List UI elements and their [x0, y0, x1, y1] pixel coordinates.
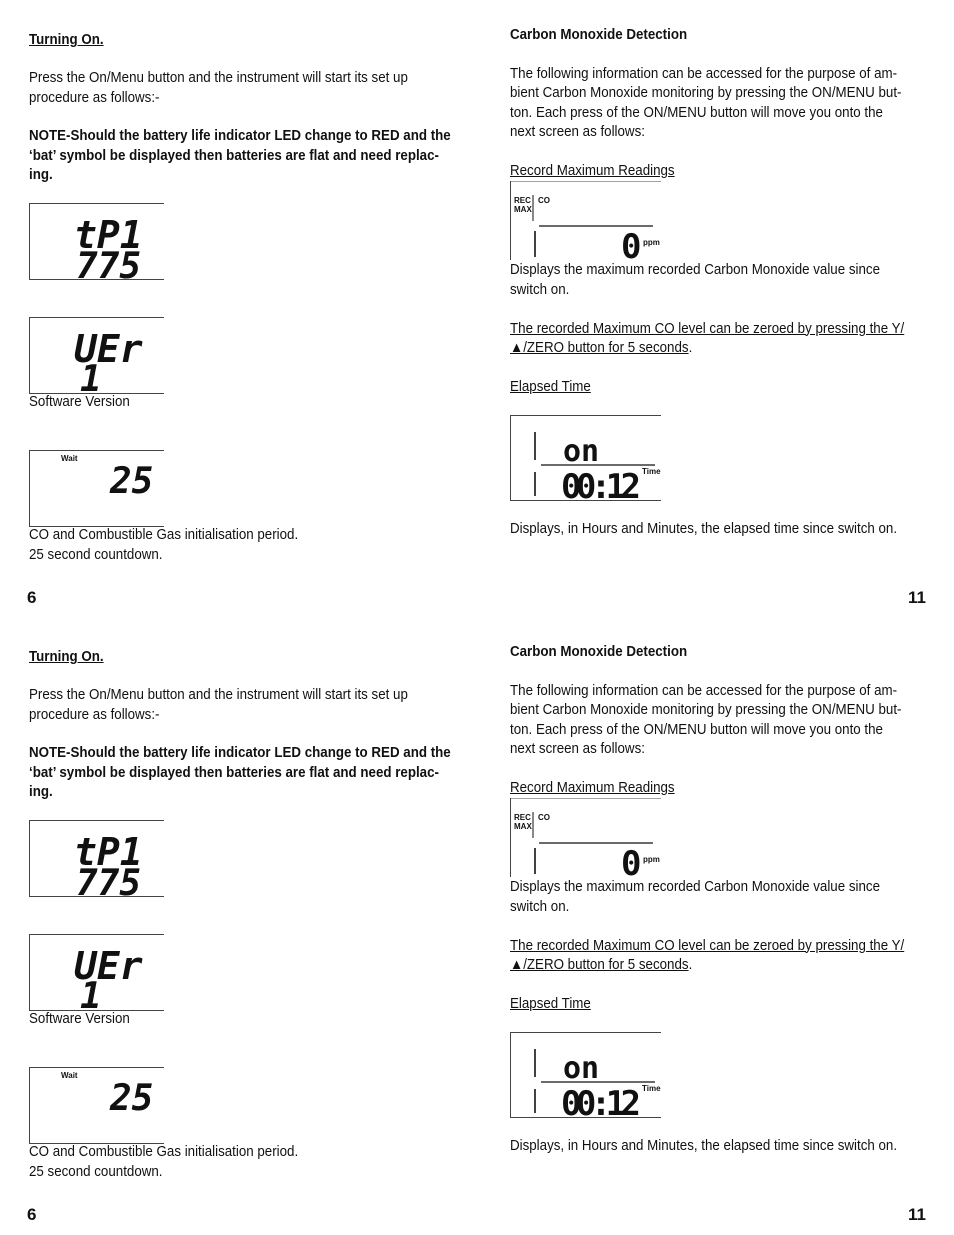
zero-instruction-line2: [510, 339, 692, 359]
section-heading: Turning On.: [29, 649, 104, 665]
init-caption: 25 second countdown.: [29, 546, 163, 563]
lcd-text-top: UEr: [74, 327, 143, 371]
init-caption: CO and Combustible Gas initialisation period.: [29, 527, 299, 543]
max-label: MAX: [514, 205, 532, 214]
body-text: next screen as follows:: [510, 124, 645, 140]
record-caption: Displays the maximum recorded Carbon Monoxide value since: [510, 262, 880, 278]
intro-text: procedure as follows:-: [29, 706, 160, 723]
software-version-caption: Software Version: [29, 1011, 130, 1027]
elapsed-caption: Displays, in Hours and Minutes, the elapsed time since switch on.: [510, 521, 898, 537]
wait-label: Wait: [61, 454, 78, 463]
body-text: The following information can be accessed for the purpose of am-: [510, 682, 898, 699]
lcd-countdown-value: 25: [110, 461, 154, 502]
intro-text: procedure as follows:-: [29, 89, 160, 106]
lcd-display-record-max: [510, 181, 661, 260]
zero-instruction-text: ▲/ZERO button for 5 seconds: [510, 340, 689, 356]
body-text: next screen as follows:: [510, 741, 645, 757]
zero-instruction-line2: [510, 956, 692, 976]
record-max-heading: Record Maximum Readings: [510, 163, 675, 179]
lcd-time-value: 00:12: [561, 467, 641, 500]
body-text: bient Carbon Monoxide monitoring by pressing the ON/MENU but-: [510, 85, 902, 101]
time-unit: Time: [642, 1084, 661, 1093]
note-text: NOTE-Should the battery life indicator LED change to RED and the: [29, 745, 451, 761]
lcd-time-value: 00:12: [561, 1084, 641, 1117]
section-heading: Carbon Monoxide Detection: [510, 27, 688, 43]
lcd-text-top: UEr: [74, 944, 143, 988]
ppm-unit: ppm: [643, 855, 660, 864]
max-label: MAX: [514, 822, 532, 831]
page-number-right: 11: [908, 588, 926, 607]
record-caption: Displays the maximum recorded Carbon Monoxide value since: [510, 879, 880, 895]
init-caption: CO and Combustible Gas initialisation period.: [29, 1144, 299, 1160]
intro-text: Press the On/Menu button and the instrument will start its set up: [29, 687, 408, 703]
rec-label: REC: [514, 813, 531, 822]
lcd-text-top: tP1: [74, 213, 143, 257]
co-label: CO: [538, 196, 550, 205]
lcd-display-tp1: [29, 203, 164, 280]
page-number-left: 6: [27, 588, 37, 607]
lcd-display-version: [29, 317, 164, 394]
page-spread-2: [0, 617, 954, 1234]
record-max-heading: Record Maximum Readings: [510, 780, 675, 796]
software-version-caption: Software Version: [29, 394, 130, 410]
zero-instruction: The recorded Maximum CO level can be zeroed by pressing the Y/: [510, 320, 905, 337]
lcd-text-bottom: 1: [80, 359, 102, 393]
body-text: The following information can be accessed for the purpose of am-: [510, 65, 898, 82]
page-spread-1: [0, 0, 954, 617]
lcd-text-top: tP1: [74, 830, 143, 874]
co-label: CO: [538, 813, 550, 822]
lcd-co-value: 0: [621, 844, 642, 877]
init-caption: 25 second countdown.: [29, 1163, 163, 1180]
lcd-on-label: on: [563, 1051, 600, 1086]
note-text: ing.: [29, 167, 53, 183]
body-text: ton. Each press of the ON/MENU button will move you onto the: [510, 104, 883, 121]
lcd-countdown-value: 25: [110, 1078, 154, 1119]
lcd-co-value: 0: [621, 227, 642, 260]
note-text: NOTE-Should the battery life indicator LED change to RED and the: [29, 128, 451, 144]
lcd-display-elapsed: [510, 415, 661, 501]
note-text: ‘bat’ symbol be displayed then batteries are flat and need replac-: [29, 147, 439, 164]
zero-instruction: The recorded Maximum CO level can be zeroed by pressing the Y/: [510, 937, 905, 954]
body-text: bient Carbon Monoxide monitoring by pressing the ON/MENU but-: [510, 702, 902, 718]
page-number-right: 11: [908, 1205, 926, 1224]
note-text: ing.: [29, 784, 53, 800]
record-caption: switch on.: [510, 898, 570, 915]
lcd-text-bottom: 775: [76, 863, 142, 896]
elapsed-caption: Displays, in Hours and Minutes, the elapsed time since switch on.: [510, 1138, 898, 1154]
record-caption: switch on.: [510, 281, 570, 298]
lcd-text-bottom: 1: [80, 976, 102, 1010]
lcd-text-bottom: 775: [76, 246, 142, 279]
lcd-display-wait: [29, 450, 164, 527]
section-heading: Turning On.: [29, 32, 104, 48]
zero-period: .: [688, 957, 693, 973]
ppm-unit: ppm: [643, 238, 660, 247]
elapsed-time-heading: Elapsed Time: [510, 378, 591, 395]
lcd-display-version: [29, 934, 164, 1011]
lcd-display-record-max: [510, 798, 661, 877]
wait-label: Wait: [61, 1071, 78, 1080]
zero-period: .: [688, 340, 693, 356]
body-text: ton. Each press of the ON/MENU button will move you onto the: [510, 721, 883, 738]
page-number-left: 6: [27, 1205, 37, 1224]
lcd-display-tp1: [29, 820, 164, 897]
rec-label: REC: [514, 196, 531, 205]
elapsed-time-heading: Elapsed Time: [510, 995, 591, 1012]
intro-text: Press the On/Menu button and the instrument will start its set up: [29, 70, 408, 86]
lcd-display-wait: [29, 1067, 164, 1144]
zero-instruction-text: ▲/ZERO button for 5 seconds: [510, 957, 689, 973]
time-unit: Time: [642, 467, 661, 476]
section-heading: Carbon Monoxide Detection: [510, 644, 688, 660]
lcd-display-elapsed: [510, 1032, 661, 1118]
lcd-on-label: on: [563, 434, 600, 469]
note-text: ‘bat’ symbol be displayed then batteries are flat and need replac-: [29, 764, 439, 781]
